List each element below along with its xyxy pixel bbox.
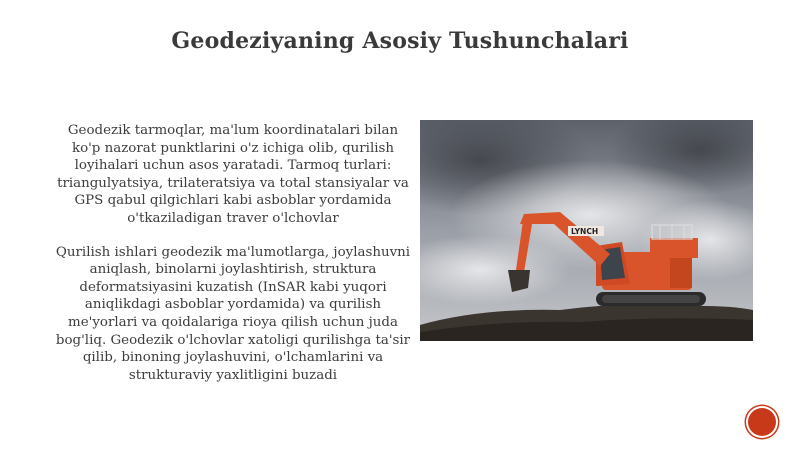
next-slide-button[interactable]: [748, 408, 776, 436]
brand-label: LYNCH: [571, 227, 599, 236]
slide-body: [52, 122, 414, 400]
paragraph-construction: Qurilish ishlari geodezik ma'lumotlarga, joylashuvni aniqlash, binolarni joylashtirish, struktura deformatsiyasini kuzatish (InSAR kabi yuqori aniqlikdagi asboblar yordamida) va qurilish me'yorlari va qoidalariga rioya qilish uchun juda bog'liq. Geodezik o'lchovlar xatoligi qurilishga ta'sir qilib, binoning joylashuvini, o'lchamlarini va strukturaviy yaxlitligini buzadi: [55, 244, 411, 383]
paragraph-networks: Geodezik tarmoqlar, ma'lum koordinatalari bilan ko'p nazorat punktlarini o'z ichiga olib, qurilish loyihalari uchun asos yaratadi. Tarmoq turlari: triangulyatsiya, trilateratsiya va total stansiyalar va GPS qabul qilgichlari kabi asboblar yordamida o'tkaziladigan traver o'lchovlar: [57, 123, 409, 226]
excavator-photo: [420, 120, 753, 341]
slide-title: Geodeziyaning Asosiy Tushunchalari: [171, 28, 629, 54]
